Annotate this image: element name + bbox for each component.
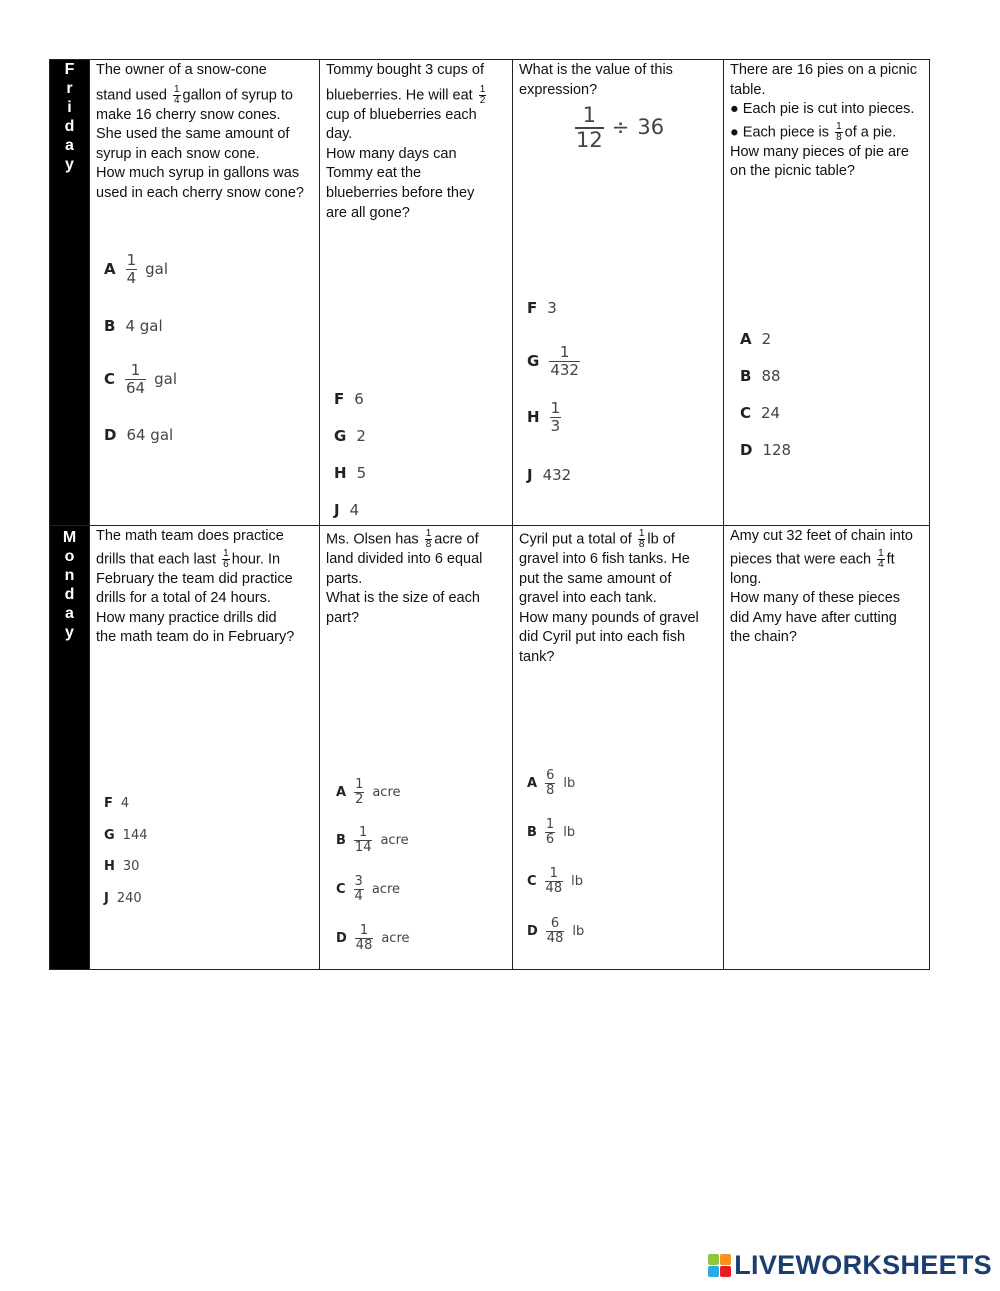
- question-text: [730, 527, 925, 648]
- inline-fraction: $\frac{1}{8}$: [425, 528, 432, 550]
- answer-option-c[interactable]: C $\frac{1}{48}$ lb: [527, 866, 583, 896]
- q-line: tank?: [519, 648, 555, 665]
- q-line: ● Each piece is: [730, 124, 830, 141]
- day-letter: d: [64, 118, 75, 135]
- answer-option-g[interactable]: G $\frac{1}{432}$: [527, 343, 579, 379]
- q-line: acre of: [434, 531, 479, 548]
- q-line: did Amy have after cutting: [730, 609, 897, 626]
- answer-option-a[interactable]: A $\frac{6}{8}$ lb: [527, 768, 576, 798]
- day-letter: a: [65, 137, 74, 154]
- division-expression: $\frac{1}{12}$ ÷ 36: [576, 103, 665, 152]
- question-text: [730, 61, 925, 182]
- question-text: [96, 527, 315, 648]
- answer-option-b[interactable]: B $\frac{1}{6}$ lb: [527, 817, 576, 847]
- answer-option-f[interactable]: F 3: [527, 299, 557, 317]
- q-line: the chain?: [730, 629, 797, 646]
- q-line: Tommy bought 3 cups of: [326, 62, 484, 78]
- q-line: did Cyril put into each fish: [519, 629, 686, 646]
- q-line: ● Each pie is cut into pieces.: [730, 101, 915, 118]
- q-line: How much syrup in gallons was: [96, 165, 300, 182]
- answer-option-f[interactable]: F 6: [334, 390, 364, 408]
- question-text: [519, 527, 719, 668]
- q-line: are all gone?: [326, 204, 410, 221]
- q-line: parts.: [326, 570, 363, 587]
- inline-fraction: $\frac{1}{4}$: [173, 83, 180, 106]
- friday-row: [50, 60, 930, 526]
- logo-text: LIVEWORKSHEETS: [734, 1250, 992, 1280]
- day-label-friday: [50, 60, 90, 526]
- inline-fraction: $\frac{1}{4}$: [878, 547, 884, 570]
- answer-option-j[interactable]: J 4: [334, 501, 360, 519]
- day-letter: M: [62, 529, 77, 546]
- q-line: put the same amount of: [519, 570, 672, 587]
- q-line: stand used: [96, 86, 167, 103]
- answer-option-f[interactable]: F 4: [104, 796, 130, 811]
- q-line: of a pie.: [844, 124, 897, 141]
- answer-option-d[interactable]: D $\frac{1}{48}$ acre: [336, 923, 410, 953]
- q-line: She used the same amount of: [96, 126, 290, 143]
- answer-option-j[interactable]: J 432: [527, 466, 572, 484]
- answer-option-d[interactable]: D 128: [740, 441, 792, 459]
- q-line: How many days can: [326, 145, 457, 162]
- day-letter: n: [64, 567, 75, 584]
- question-cell: [90, 60, 320, 526]
- q-line: drills that each last: [96, 550, 217, 567]
- q-line: How many practice drills did: [96, 609, 277, 626]
- q-line: make 16 cherry snow cones.: [96, 106, 281, 123]
- answer-option-j[interactable]: J 240: [104, 891, 142, 906]
- q-line: part?: [326, 609, 360, 626]
- answer-option-a[interactable]: A $\frac{1}{4}$ gal: [104, 251, 169, 287]
- answer-option-c[interactable]: C $\frac{3}{4}$ acre: [336, 874, 400, 904]
- day-letter: y: [65, 624, 74, 641]
- day-letter: y: [65, 156, 74, 173]
- day-letter: r: [66, 80, 73, 97]
- answer-option-g[interactable]: G 144: [104, 828, 148, 843]
- question-cell: [320, 526, 513, 970]
- day-label-monday: [50, 526, 90, 970]
- q-line: Ms. Olsen has: [326, 531, 419, 548]
- answer-option-a[interactable]: A $\frac{1}{2}$ acre: [336, 777, 401, 807]
- q-line: How many of these pieces: [730, 590, 901, 607]
- logo-icon: [708, 1254, 731, 1277]
- answer-option-c[interactable]: C 24: [740, 404, 781, 422]
- q-line: syrup in each snow cone.: [96, 145, 260, 162]
- answer-option-b[interactable]: B 88: [740, 367, 781, 385]
- q-line: How many pounds of gravel: [519, 609, 699, 626]
- answer-option-h[interactable]: H $\frac{1}{3}$: [527, 399, 561, 435]
- q-line: The owner of a snow-cone: [96, 62, 267, 78]
- day-letter: a: [65, 605, 74, 622]
- answer-option-d[interactable]: D 64 gal: [104, 426, 174, 444]
- question-text: [326, 527, 508, 628]
- q-line: hour. In: [231, 550, 281, 567]
- liveworksheets-logo[interactable]: [708, 1250, 992, 1281]
- q-line: lb of: [647, 531, 675, 548]
- answer-option-b[interactable]: B 4 gal: [104, 317, 163, 335]
- worksheet-table: [49, 59, 930, 970]
- answer-option-g[interactable]: G 2: [334, 427, 366, 445]
- answer-option-h[interactable]: H 30: [104, 859, 140, 874]
- q-line: table.: [730, 81, 766, 98]
- inline-fraction: $\frac{1}{8}$: [638, 528, 645, 550]
- q-line: on the picnic table?: [730, 163, 855, 180]
- q-line: ft: [886, 550, 895, 567]
- q-line: gravel into 6 fish tanks. He: [519, 551, 690, 567]
- day-letter: F: [64, 61, 75, 78]
- q-line: cup of blueberries each: [326, 106, 477, 123]
- q-line: long.: [730, 570, 762, 587]
- answer-option-d[interactable]: D $\frac{6}{48}$ lb: [527, 916, 585, 946]
- question-cell: [513, 60, 724, 526]
- q-line: Cyril put a total of: [519, 531, 632, 548]
- q-line: drills for a total of 24 hours.: [96, 590, 271, 607]
- logo-square: [720, 1254, 731, 1265]
- answer-option-h[interactable]: H 5: [334, 464, 367, 482]
- q-line: day.: [326, 126, 353, 143]
- day-letter: d: [64, 586, 75, 603]
- logo-square: [708, 1254, 719, 1265]
- inline-fraction: $\frac{1}{6}$: [223, 547, 229, 570]
- logo-square: [720, 1266, 731, 1277]
- q-line: How many pieces of pie are: [730, 143, 909, 160]
- inline-fraction: $\frac{1}{8}$: [836, 120, 842, 143]
- answer-option-b[interactable]: B $\frac{1}{14}$ acre: [336, 825, 409, 855]
- question-cell: [320, 60, 513, 526]
- question-cell: [90, 526, 320, 970]
- q-line: Amy cut 32 feet of chain into: [730, 528, 913, 544]
- q-line: February the team did practice: [96, 570, 293, 587]
- q-line: blueberries before they: [326, 184, 475, 201]
- monday-row: [50, 526, 930, 970]
- q-line: blueberries. He will eat: [326, 86, 473, 103]
- question-text: [96, 61, 315, 204]
- q-line: gravel into each tank.: [519, 590, 657, 607]
- q-line: Tommy eat the: [326, 165, 422, 182]
- question-text: [519, 61, 719, 100]
- logo-square: [708, 1266, 719, 1277]
- q-line: gallon of syrup to: [182, 86, 293, 103]
- day-letter: i: [67, 99, 72, 116]
- answer-option-a[interactable]: A 2: [740, 330, 772, 348]
- q-line: land divided into 6 equal: [326, 551, 483, 567]
- q-line: pieces that were each: [730, 550, 872, 567]
- question-cell: [724, 526, 930, 970]
- question-cell: [513, 526, 724, 970]
- inline-fraction: $\frac{1}{2}$: [479, 83, 486, 106]
- q-line: The math team does practice: [96, 528, 284, 544]
- q-line: the math team do in February?: [96, 629, 295, 646]
- q-line: What is the size of each: [326, 590, 480, 607]
- q-line: What is the value of this: [519, 62, 673, 78]
- answer-option-c[interactable]: C $\frac{1}{64}$ gal: [104, 361, 177, 397]
- question-cell: [724, 60, 930, 526]
- question-text: [326, 61, 508, 223]
- q-line: expression?: [519, 81, 598, 98]
- q-line: used in each cherry snow cone?: [96, 184, 304, 201]
- day-letter: o: [64, 548, 75, 565]
- q-line: There are 16 pies on a picnic: [730, 62, 917, 78]
